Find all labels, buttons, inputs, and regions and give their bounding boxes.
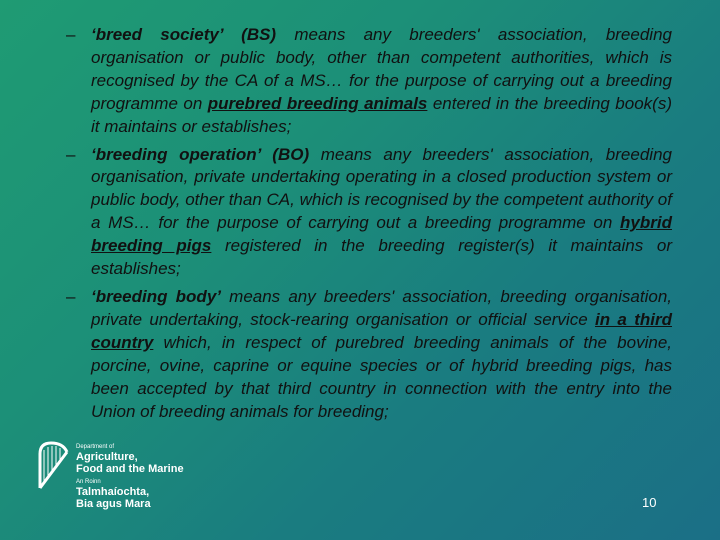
definitions-list	[66, 24, 672, 428]
page-number: 10	[642, 495, 657, 510]
dash-bullet: –	[66, 286, 76, 306]
definition-text: means any breeders' association, breeding organisation, private undertaking, stock-rearing organisation or official service	[91, 286, 672, 329]
harp-icon	[34, 440, 72, 497]
term-breeding-body: ‘breeding body’	[91, 286, 221, 306]
definition-breeding-body	[66, 286, 672, 423]
irish-name-line1: Talmhaíochta,	[76, 486, 150, 498]
definition-breed-society	[66, 24, 672, 139]
department-name-line2: Food and the Marine	[76, 463, 184, 475]
department-name-line1: Agriculture,	[76, 451, 138, 463]
definition-breeding-operation	[66, 144, 672, 281]
irish-name-line2: Bia agus Mara	[76, 498, 151, 510]
dash-bullet: –	[66, 25, 76, 44]
term-breeding-operation: ‘breeding operation’ (BO)	[91, 144, 310, 164]
definition-text: means any breeders' association, breeding organisation, private undertaking operating in a closed production system or public body, other than CA, which is recognised by the competent authority of a MS… for the purpose of carrying out a breeding programme on	[91, 144, 672, 233]
irish-small-label: An Roinn	[76, 479, 101, 485]
definition-text-end: registered in the breeding register(s) it maintains or establishes;	[91, 236, 672, 279]
logo-text	[76, 444, 184, 510]
department-small-label: Department of	[76, 444, 115, 450]
definition-text-end: entered in the breeding book(s) it maintains or establishes;	[91, 93, 672, 136]
department-logo	[34, 440, 214, 520]
emphasis-third-country: in a third country	[91, 309, 672, 352]
emphasis-purebred-breeding-animals: purebred breeding animals	[207, 93, 428, 113]
definition-text-end: which, in respect of purebred breeding animals of the bovine, porcine, ovine, caprine or equine species or of hybrid breeding pigs, has been accepted by that third country in connection with the entry into the Union of breeding animals for breeding;	[91, 332, 672, 421]
emphasis-hybrid-breeding-pigs: hybrid breeding pigs	[91, 213, 672, 256]
definition-text: means any breeders' association, breeding organisation or public body, other than competent authorities, which is recognised by the CA of a MS… for the purpose of carrying out a breeding programme on	[91, 25, 672, 113]
dash-bullet: –	[66, 144, 76, 164]
term-breed-society: ‘breed society’ (BS)	[91, 25, 277, 44]
